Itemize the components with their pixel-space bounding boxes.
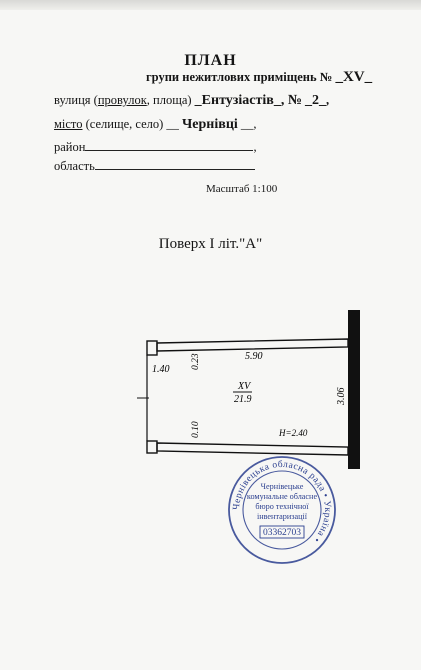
dim-wall-bottom: 0.10 <box>191 421 201 438</box>
scale-label: Масштаб 1:100 <box>206 183 278 195</box>
room-height: Н=2.40 <box>279 428 308 438</box>
room-number: XV <box>238 381 251 392</box>
floor-title: Поверх І літ."А" <box>158 236 263 252</box>
dim-top: 5.90 <box>245 351 263 362</box>
stamp-line-4: інвентаризації <box>256 512 308 521</box>
street-separator: , № <box>280 93 302 108</box>
group-value: _XV_ <box>335 69 373 85</box>
group-label: групи нежитлових приміщень № <box>146 70 333 84</box>
stamp-ring-text: Чернівецька обласна рада • Україна • <box>231 459 333 545</box>
house-number: _2_ <box>305 93 327 108</box>
city-label: місто <box>54 117 83 131</box>
street-label-part2: , площа) <box>146 93 192 107</box>
dim-left-width: 1.40 <box>152 364 170 375</box>
city-end: __, <box>240 117 257 131</box>
document-title: ПЛАН <box>184 52 237 69</box>
room-area: 21.9 <box>234 394 252 405</box>
street-label-part1: вулиця ( <box>54 93 98 107</box>
stamp-code: 03362703 <box>263 528 301 538</box>
district-label: район <box>54 140 86 154</box>
region-label: область <box>54 159 95 173</box>
city-label-rest: (селище, село) <box>82 117 164 131</box>
district-end: , <box>253 140 257 154</box>
stamp-line-1: Чернівецьке <box>260 482 304 491</box>
city-value: Чернівці <box>182 117 238 132</box>
stamp-line-2: комунальне обласне <box>246 492 318 501</box>
street-value: _Ентузіастів_ <box>194 93 281 108</box>
stamp-line-3: бюро технічної <box>255 502 309 511</box>
street-label-lane: провулок <box>97 93 147 107</box>
house-end: , <box>326 93 330 107</box>
city-gap: __ <box>166 117 179 131</box>
dim-wall-top: 0.23 <box>191 353 201 370</box>
dim-right: 3.06 <box>336 387 347 405</box>
